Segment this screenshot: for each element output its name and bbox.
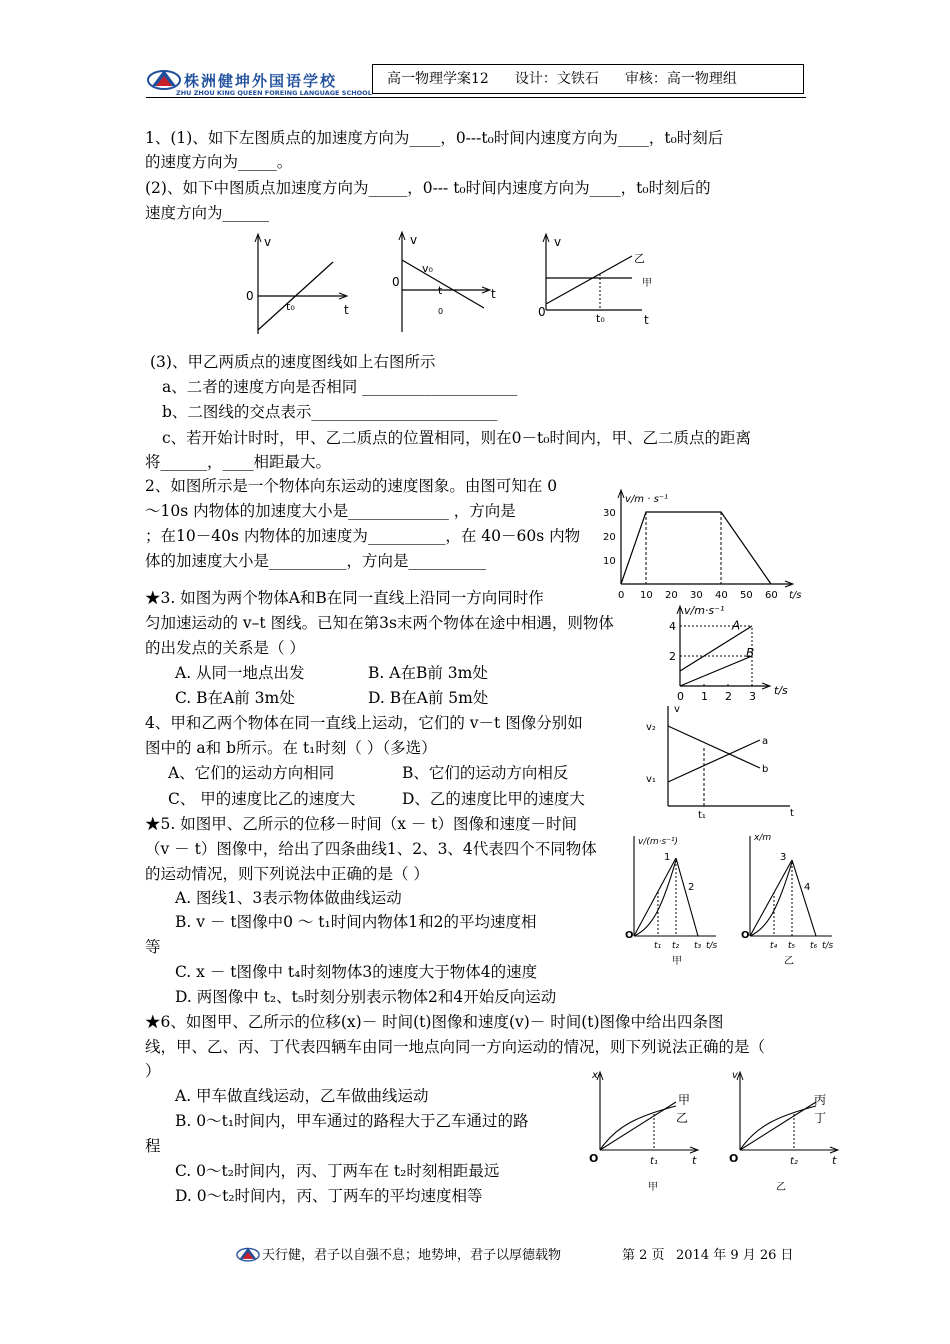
v0-label: v₀ xyxy=(422,262,433,275)
q3-line2: 匀加速运动的 v–t 图线。已知在第3s末两个物体在途中相遇，则物体 xyxy=(145,614,614,632)
origin-label: O xyxy=(729,1152,739,1165)
v-label: v xyxy=(674,704,680,715)
v-label: v xyxy=(554,235,562,249)
x-tick-label: 3 xyxy=(749,690,756,703)
q3-option-d[interactable]: D. B在A前 5m处 xyxy=(368,689,489,707)
t1-label: t₁ xyxy=(698,810,706,820)
q1-graph-right xyxy=(532,228,662,328)
school-name-cn: 株洲健坤外国语学校 xyxy=(184,72,338,90)
q1-line6: a、二者的速度方向是否相同 ____________________ xyxy=(162,378,518,396)
ts-label: t/s xyxy=(822,941,834,951)
x-tick-label: 60 xyxy=(765,590,778,601)
q5-option-b-cont: 等 xyxy=(145,938,161,956)
q5-option-b[interactable]: B. v － t图像中0 ～ t₁时间内物体1和2的平均速度相 xyxy=(175,913,537,931)
q3-velocity-chart xyxy=(664,600,794,704)
curve-2-label: 2 xyxy=(688,882,695,893)
q4-option-c[interactable]: C、 甲的速度比乙的速度大 xyxy=(168,790,356,808)
q1-line2: 的速度方向为_____。 xyxy=(145,153,293,171)
t1-label: t₁ xyxy=(654,941,662,951)
origin-label: O xyxy=(741,930,750,941)
header-box xyxy=(372,64,804,94)
q6-line1: ★6、如图甲、乙所示的位移(x)－ 时间(t)图像和速度(v)－ 时间(t)图像中给出四条图 xyxy=(145,1013,724,1031)
y-tick-label: 2 xyxy=(669,650,676,663)
school-name-en: ZHU ZHOU KING QUEEN FOREING LANGUAGE SCHOOL xyxy=(176,89,372,97)
t2-label: t₂ xyxy=(672,941,680,951)
series-label: B xyxy=(746,646,755,660)
doc-title: 高一物理学案12 xyxy=(387,71,489,87)
caption: 甲 xyxy=(648,1182,658,1193)
x-tick-label: 30 xyxy=(690,590,703,601)
header-rule xyxy=(146,97,806,98)
q4-option-a[interactable]: A、它们的运动方向相同 xyxy=(168,764,335,782)
t-label: t xyxy=(344,303,349,317)
x-label: x xyxy=(592,1070,598,1081)
t-label: t xyxy=(692,1154,697,1167)
yi-label: 乙 xyxy=(676,1111,689,1125)
b-label: b xyxy=(762,764,769,775)
reviewer: 审核：高一物理组 xyxy=(624,71,737,87)
t-label: t xyxy=(832,1154,837,1167)
t0-label: t₀ xyxy=(596,312,605,325)
ylabel: v/m · s⁻¹ xyxy=(625,494,669,505)
t5-label: t₅ xyxy=(788,941,796,951)
curve-4-label: 4 xyxy=(804,882,811,893)
q3-line3: 的出发点的关系是（ ） xyxy=(145,639,305,657)
q1-line1: 1、(1)、如下左图质点的加速度方向为____，0---t₀时间内速度方向为____，t₀时刻后 xyxy=(145,129,724,147)
x-tick-label: 1 xyxy=(701,690,708,703)
q1-line7: b、二图线的交点表示________________________ xyxy=(162,403,498,421)
series-line-B xyxy=(680,656,752,686)
origin-label: 0 xyxy=(392,275,400,289)
curve-1-label: 1 xyxy=(664,852,671,863)
caption: 乙 xyxy=(776,1182,786,1193)
v-label: v xyxy=(732,1070,738,1081)
q3-option-a[interactable]: A. 从同一地点出发 xyxy=(175,664,305,682)
curve-3-label: 3 xyxy=(780,852,787,863)
q4-option-b[interactable]: B、它们的运动方向相反 xyxy=(402,764,569,782)
q1-line9: 将______，____相距最大。 xyxy=(145,453,332,471)
bing-label: 丙 xyxy=(814,1093,827,1107)
q5-graph-yi xyxy=(740,828,840,968)
q4-option-d[interactable]: D、乙的速度比甲的速度大 xyxy=(402,790,585,808)
origin-label: O xyxy=(589,1152,599,1165)
ding-label: 丁 xyxy=(814,1111,827,1125)
q1-line5: (3)、甲乙两质点的速度图线如上右图所示 xyxy=(150,353,436,371)
x-tick-label: 2 xyxy=(725,690,732,703)
q1-line3: (2)、如下中图质点加速度方向为_____，0--- t₀时间内速度方向为____，t₀时刻后的 xyxy=(145,179,711,197)
q3-option-c[interactable]: C. B在A前 3m处 xyxy=(175,689,295,707)
v1-label: v₁ xyxy=(646,774,656,785)
ts-label: t/s xyxy=(706,941,718,951)
x-tick-label: 40 xyxy=(715,590,728,601)
q2-velocity-chart xyxy=(595,482,810,602)
q4-line1: 4、甲和乙两个物体在同一直线上运动，它们的 v－t 图像分别如 xyxy=(145,714,583,732)
q5-line2: （v － t）图像中，给出了四条曲线1、2、3、4代表四个不同物体 xyxy=(145,840,597,858)
y-tick-label: 20 xyxy=(603,532,616,543)
q3-line1: ★3. 如图为两个物体A和B在同一直线上沿同一方向同时作 xyxy=(145,589,544,607)
footer-motto: 天行健，君子以自强不息；地势坤，君子以厚德载物 xyxy=(262,1248,562,1263)
t0-label: t₀ xyxy=(286,300,295,313)
jia-label: 甲 xyxy=(678,1093,691,1107)
q6-option-c[interactable]: C. 0～t₂时间内，丙、丁两车在 t₂时刻相距最远 xyxy=(175,1162,500,1180)
a-label: a xyxy=(762,736,769,747)
t0-sub-label: 0 xyxy=(438,307,444,316)
q6-option-a[interactable]: A. 甲车做直线运动，乙车做曲线运动 xyxy=(175,1087,429,1105)
caption: 乙 xyxy=(784,956,794,967)
t1-label: t₁ xyxy=(650,1156,658,1167)
yi-label: 乙 xyxy=(634,252,645,265)
q5-option-d[interactable]: D. 两图像中 t₂、t₅时刻分别表示物体2和4开始反向运动 xyxy=(175,988,557,1006)
xlabel: t/s xyxy=(789,590,802,601)
q6-option-b[interactable]: B. 0～t₁时间内，甲车通过的路程大于乙车通过的路 xyxy=(175,1112,529,1130)
x-tick-label: 0 xyxy=(677,690,684,703)
q6-line2: 线，甲、乙、丙、丁代表四辆车由同一地点向同一方向运动的情况，则下列说法正确的是（ xyxy=(145,1038,766,1056)
y-tick-label: 4 xyxy=(669,620,676,633)
q1-graph-middle xyxy=(388,228,508,338)
q5-option-a[interactable]: A. 图线1、3表示物体做曲线运动 xyxy=(175,889,402,907)
q5-graph-jia xyxy=(624,828,724,968)
q1-line8: c、若开始计时时，甲、乙二质点的位置相同，则在0－t₀时间内，甲、乙二质点的距离 xyxy=(162,429,751,447)
t2-label: t₂ xyxy=(790,1156,798,1167)
footer-page: 第 2 页 xyxy=(622,1248,665,1263)
series-line-A xyxy=(680,626,755,671)
q5-line3: 的运动情况，则下列说法中正确的是（ ） xyxy=(145,865,429,883)
q4-line2: 图中的 a和 b所示。在 t₁时刻（ ）（多选） xyxy=(145,739,437,757)
velocity-line xyxy=(621,512,771,584)
origin-label: 0 xyxy=(538,305,546,319)
q2-line3: ；在10－40s 内物体的加速度为__________，在 40－60s 内物 xyxy=(145,527,581,545)
ylabel: v/(m·s⁻¹) xyxy=(638,837,679,847)
caption: 甲 xyxy=(672,956,682,967)
x-tick-label: 20 xyxy=(665,590,678,601)
y-tick-label: 30 xyxy=(603,508,616,519)
q6-option-b-cont: 程 xyxy=(145,1137,161,1155)
q6-line3: ） xyxy=(145,1062,161,1080)
q5-option-c[interactable]: C. x － t图像中 t₄时刻物体3的速度大于物体4的速度 xyxy=(175,963,538,981)
x-tick-label: 0 xyxy=(618,590,625,601)
q2-line2: ～10s 内物体的加速度大小是_____________ ，方向是 xyxy=(145,502,516,520)
t0-label: t xyxy=(438,284,443,297)
v2-label: v₂ xyxy=(646,722,656,733)
v-label: v xyxy=(264,235,272,249)
t3-label: t₃ xyxy=(694,941,702,951)
t-label: t xyxy=(644,313,649,327)
t6-label: t₆ xyxy=(810,941,818,951)
q3-option-b[interactable]: B. A在B前 3m处 xyxy=(368,664,488,682)
q2-line1: 2、如图所示是一个物体向东运动的速度图象。由图可知在 0 xyxy=(145,477,558,495)
origin-label: 0 xyxy=(246,289,254,303)
q4-graph xyxy=(640,700,800,820)
q6-graph-yi xyxy=(726,1066,856,1198)
v-label: v xyxy=(410,233,418,247)
designer: 设计：文铁石 xyxy=(514,71,599,87)
x-tick-label: 10 xyxy=(640,590,653,601)
series-label: A xyxy=(732,618,741,633)
q1-line4: 速度方向为______ xyxy=(145,204,270,222)
q1-graph-left xyxy=(240,230,360,340)
t-label: t xyxy=(491,287,496,301)
y-tick-label: 10 xyxy=(603,556,616,567)
q6-option-d[interactable]: D. 0～t₂时间内，丙、丁两车的平均速度相等 xyxy=(175,1187,483,1205)
ylabel: x/m xyxy=(754,833,772,843)
xlabel: t/s xyxy=(774,684,788,697)
q5-line1: ★5. 如图甲、乙所示的位移－时间（x － t）图像和速度－时间 xyxy=(145,815,578,833)
ylabel: v/m·s⁻¹ xyxy=(684,604,725,617)
footer-date: 2014 年 9 月 26 日 xyxy=(676,1248,794,1263)
q6-graph-jia xyxy=(586,1066,716,1198)
footer-logo xyxy=(234,1245,262,1263)
t4-label: t₄ xyxy=(770,941,778,951)
origin-label: O xyxy=(625,930,634,941)
jia-label: 甲 xyxy=(642,278,652,289)
x-tick-label: 50 xyxy=(740,590,753,601)
q2-line4: 体的加速度大小是__________，方向是__________ xyxy=(145,552,487,570)
t-label: t xyxy=(790,808,794,819)
